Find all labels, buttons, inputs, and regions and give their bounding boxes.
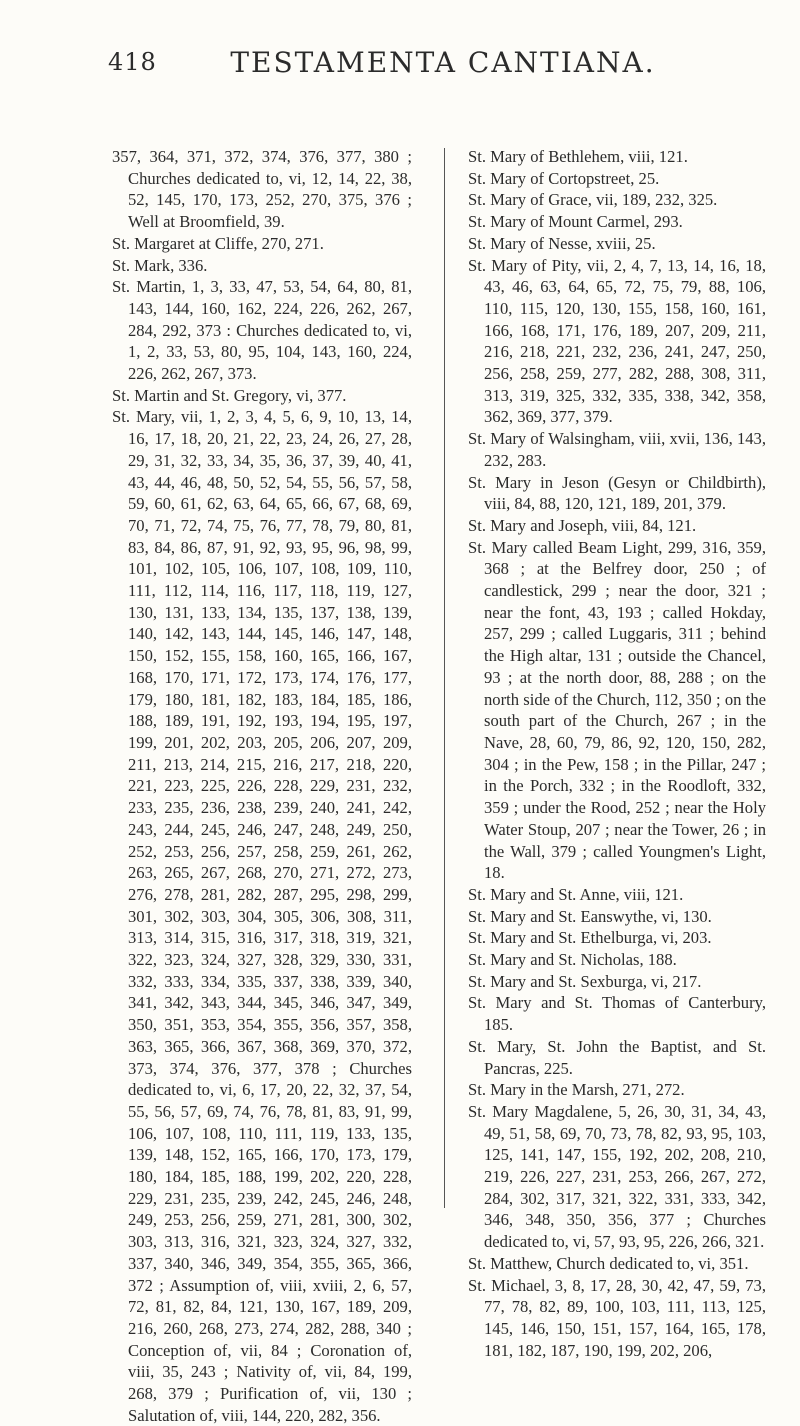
index-entry: St. Mary and St. Sexburga, vi, 217. [468, 971, 702, 991]
index-entry: St. Mark, 336. [112, 255, 208, 275]
index-entry: St. Mary and St. Thomas of Canterbury, 185. [468, 993, 766, 1035]
index-columns [112, 146, 768, 1425]
index-entry: St. Mary and Joseph, viii, 84, 121. [468, 515, 697, 535]
page-number: 418 [108, 48, 157, 76]
index-entry: St. Mary of Grace, vii, 189, 232, 325. [468, 190, 718, 210]
index-entry: St. Margaret at Cliffe, 270, 271. [112, 233, 324, 253]
index-entry: St. Michael, 3, 8, 17, 28, 30, 42, 47, 59, 73, 77, 78, 82, 89, 100, 103, 111, 113, 125, 145, 146, 150, 151, 157, 164, 165, 178, 181, 182, 187, 190, 199, 202, 206, [468, 1275, 766, 1360]
index-entry: St. Martin and St. Gregory, vi, 377. [112, 385, 347, 405]
index-entry: St. Mary, St. John the Baptist, and St. Pancras, 225. [468, 1036, 766, 1078]
index-entry: St. Martin, 1, 3, 33, 47, 53, 54, 64, 80, 81, 143, 144, 160, 162, 224, 226, 262, 267, 284, 292, 373 : Churches dedicated to, vi, 1, 2, 33, 53, 80, 95, 104, 143, 160, 224, 226, 262, 267, 373. [112, 277, 412, 384]
right-column [468, 146, 766, 1361]
column-divider [444, 148, 445, 1208]
page-header [108, 44, 728, 84]
index-entry: 357, 364, 371, 372, 374, 376, 377, 380 ; Churches dedicated to, vi, 12, 14, 22, 38, 52, 145, 170, 173, 252, 270, 375, 376 ; Well at Broomfield, 39. [112, 147, 412, 232]
index-entry: St. Mary and St. Anne, viii, 121. [468, 884, 684, 904]
left-column [112, 146, 412, 1426]
index-entry: St. Mary and St. Nicholas, 188. [468, 950, 677, 970]
index-entry: St. Mary called Beam Light, 299, 316, 359, 368 ; at the Belfrey door, 250 ; of candlestick, 299 ; near the door, 321 ; near the font, 43, 193 ; called Hokday, 257, 299 ; called Luggaris, 311 ; behind the High altar, 131 ; outside the Chancel, 93 ; at the north door, 88, 288 ; on the north side of the Church, 112, 350 ; on the south part of the Church, 267 ; in the Nave, 28, 60, 79, 86, 92, 120, 150, 282, 304 ; in the Pew, 158 ; in the Pillar, 247 ; in the Porch, 332 ; in the Roodloft, 332, 359 ; under the Rood, 252 ; near the Holy Water Stoup, 207 ; near the Tower, 26 ; in the Wall, 379 ; called Youngmen's Light, 18. [468, 537, 766, 883]
index-entry: St. Mary, vii, 1, 2, 3, 4, 5, 6, 9, 10, 13, 14, 16, 17, 18, 20, 21, 22, 23, 24, 26, 27, 28, 29, 31, 32, 33, 34, 35, 36, 37, 39, 40, 41, 43, 44, 46, 48, 50, 52, 54, 55, 56, 57, 58, 59, 60, 61, 62, 63, 64, 65, 66, 67, 68, 69, 70, 71, 72, 74, 75, 76, 77, 78, 79, 80, 81, 83, 84, 86, 87, 91, 92, 93, 95, 96, 98, 99, 101, 102, 105, 106, 107, 108, 109, 110, 111, 112, 114, 116, 117, 118, 119, 127, 130, 131, 133, 134, 135, 137, 138, 139, 140, 142, 143, 144, 145, 146, 147, 148, 150, 152, 155, 158, 160, 165, 166, 167, 168, 170, 171, 172, 173, 174, 176, 177, 179, 180, 181, 182, 183, 184, 185, 186, 188, 189, 191, 192, 193, 194, 195, 197, 199, 201, 202, 203, 205, 206, 207, 209, 211, 213, 214, 215, 216, 217, 218, 220, 221, 223, 225, 226, 228, 229, 231, 232, 233, 235, 236, 238, 239, 240, 241, 242, 243, 244, 245, 246, 247, 248, 249, 250, 252, 253, 256, 257, 258, 259, 261, 262, 263, 265, 267, 268, 270, 271, 272, 273, 276, 278, 281, 282, 287, 295, 298, 299, 301, 302, 303, 304, 305, 306, 308, 311, 313, 314, 315, 316, 317, 318, 319, 321, 322, 323, 324, 327, 328, 329, 330, 331, 332, 333, 334, 335, 337, 338, 339, 340, 341, 342, 343, 344, 345, 346, 347, 349, 350, 351, 353, 354, 355, 356, 357, 358, 363, 365, 366, 367, 368, 369, 370, 372, 373, 374, 376, 377, 378 ; Churches dedicated to, vi, 6, 17, 20, 22, 32, 37, 54, 55, 56, 57, 69, 74, 76, 78, 81, 83, 91, 99, 106, 107, 108, 110, 111, 119, 133, 135, 139, 148, 152, 165, 166, 170, 173, 179, 180, 184, 185, 188, 199, 202, 220, 228, 229, 231, 235, 239, 242, 245, 246, 248, 249, 253, 256, 259, 271, 281, 300, 302, 303, 313, 316, 321, 323, 324, 327, 332, 337, 340, 346, 349, 354, 355, 365, 366, 372 ; Assumption of, viii, xviii, 2, 6, 57, 72, 81, 82, 84, 121, 130, 167, 189, 209, 216, 260, 268, 273, 274, 282, 288, 340 ; Conception of, vii, 84 ; Coronation of, viii, 35, 243 ; Nativity of, vii, 84, 199, 268, 379 ; Purification of, vii, 130 ; Salutation of, viii, 144, 220, 282, 356. [112, 407, 412, 1425]
index-entry: St. Mary in the Marsh, 271, 272. [468, 1080, 685, 1100]
index-entry: St. Mary Magdalene, 5, 26, 30, 31, 34, 43, 49, 51, 58, 69, 70, 73, 78, 82, 93, 95, 103, 125, 141, 147, 155, 192, 202, 208, 210, 219, 226, 227, 231, 253, 266, 267, 272, 284, 302, 317, 321, 322, 331, 333, 342, 346, 348, 350, 356, 377 ; Churches dedicated to, vi, 57, 93, 95, 226, 266, 321. [468, 1101, 766, 1252]
index-entry: St. Mary and St. Ethelburga, vi, 203. [468, 928, 712, 948]
index-entry: St. Mary of Walsingham, viii, xvii, 136, 143, 232, 283. [468, 429, 766, 470]
index-entry: St. Matthew, Church dedicated to, vi, 351. [468, 1253, 749, 1273]
index-entry: St. Mary of Cortopstreet, 25. [468, 168, 660, 188]
index-entry: St. Mary of Nesse, xviii, 25. [468, 233, 656, 253]
index-entry: St. Mary of Mount Carmel, 293. [468, 212, 683, 232]
running-title: TESTAMENTA CANTIANA. [230, 46, 656, 79]
index-entry: St. Mary of Bethlehem, viii, 121. [468, 147, 688, 166]
index-entry: St. Mary in Jeson (Gesyn or Childbirth), viii, 84, 88, 120, 121, 189, 201, 379. [468, 472, 766, 514]
index-entry: St. Mary and St. Eanswythe, vi, 130. [468, 906, 712, 926]
index-entry: St. Mary of Pity, vii, 2, 4, 7, 13, 14, 16, 18, 43, 46, 63, 64, 65, 72, 75, 79, 88, 106, 110, 115, 120, 130, 155, 158, 160, 161, 166, 168, 171, 176, 189, 207, 209, 211, 216, 218, 221, 232, 236, 241, 247, 250, 256, 258, 259, 277, 282, 288, 308, 311, 313, 319, 325, 332, 335, 338, 342, 358, 362, 369, 377, 379. [468, 255, 766, 427]
